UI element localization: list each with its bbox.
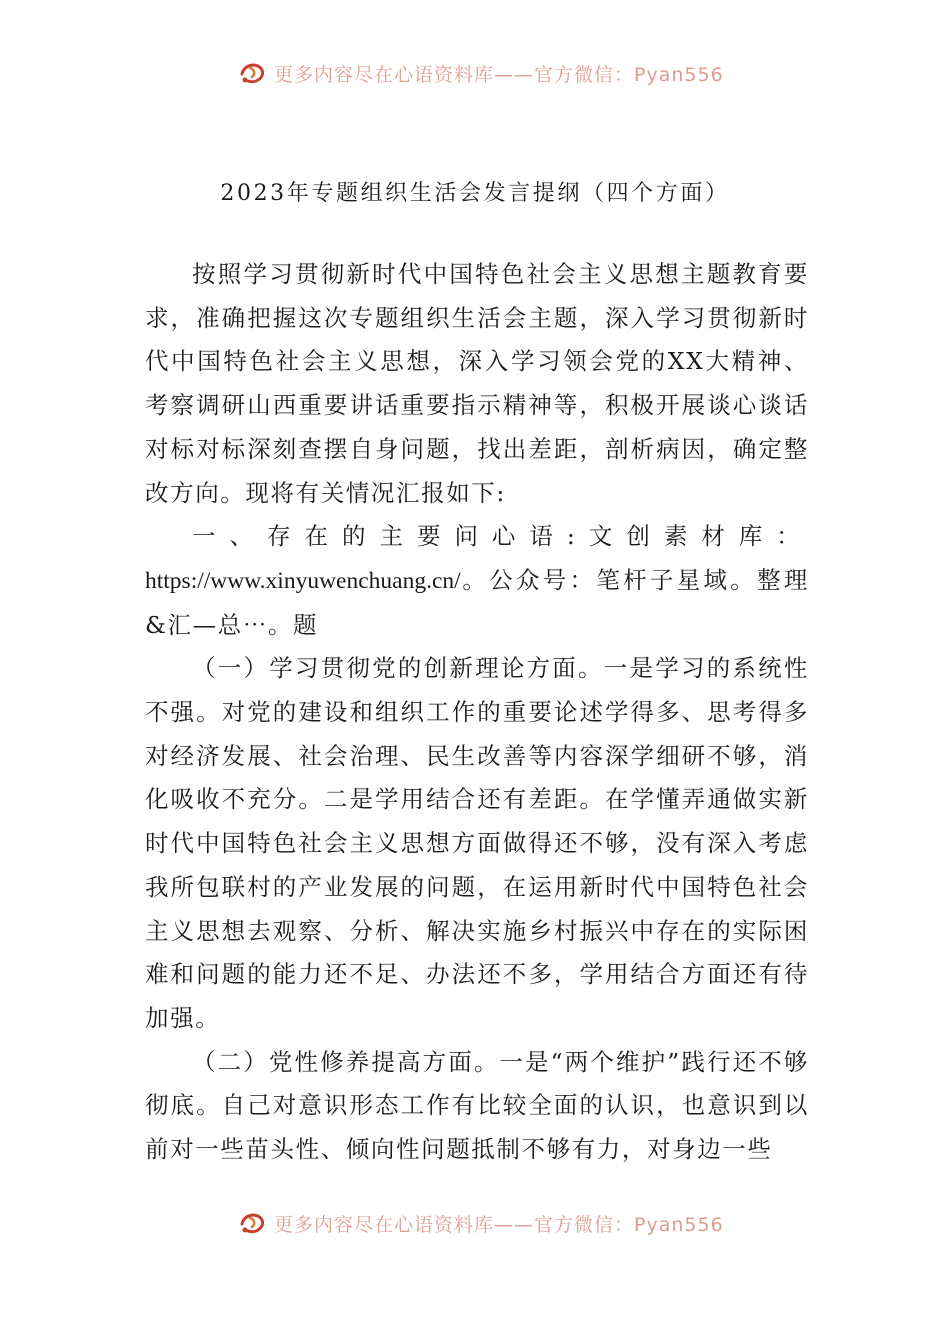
intro-paragraph: 按照学习贯彻新时代中国特色社会主义思想主题教育要求，准确把握这次专题组织生活会主题，深入学习贯彻新时代中国特色社会主义思想，深入学习领会党的XX大精神、考察调研山西重要讲话重要指示精神等，积极开展谈心谈话对标对标深刻查摆自身问题，找出差距，剖析病因，确定整改方向。现将有关情况汇报如下: bbox=[145, 260, 809, 507]
document-body bbox=[145, 253, 809, 1172]
part-1-paragraph: （一）学习贯彻党的创新理论方面。一是学习的系统性不强。对党的建设和组织工作的重要论述学得多、思考得多对经济发展、社会治理、民生改善等内容深学细研不够，消化吸收不充分。二是学用结合还有差距。在学懂弄通做实新时代中国特色社会主义思想方面做得还不够，没有深入考虑我所包联村的产业发展的问题，在运用新时代中国特色社会主义思想去观察、分析、解决实施乡村振兴中存在的实际困难和问题的能力还不足、办法还不多，学用结合方面还有待加强。 bbox=[145, 654, 809, 1032]
document-title: 2023年专题组织生活会发言提纲（四个方面） bbox=[220, 181, 730, 206]
section-heading-1 bbox=[145, 515, 809, 647]
website-link[interactable]: https://www.xinyuwenchuang.cn/ bbox=[145, 567, 461, 594]
part-2-paragraph: （二）党性修养提高方面。一是“两个维护”践行还不够彻底。自己对意识形态工作有比较全面的认识，也意识到以前对一些苗头性、倾向性问题抵制不够有力，对身边一些 bbox=[145, 1047, 809, 1164]
watermark-header bbox=[0, 58, 950, 88]
watermark-text: 更多内容尽在心语资料库——官方微信：Pyan556 bbox=[274, 64, 724, 86]
section-heading-prefix: 一、存在的主要问心语:文创素材库： bbox=[192, 522, 809, 551]
section-heading-suffix: 。公众号：笔杆子星域。整理&汇—总⋯。题 bbox=[145, 565, 809, 639]
swirl-logo-icon bbox=[238, 60, 268, 86]
watermark-footer bbox=[0, 1208, 950, 1238]
swirl-logo-icon bbox=[238, 1210, 268, 1236]
watermark-text: 更多内容尽在心语资料库——官方微信：Pyan556 bbox=[274, 1214, 724, 1236]
